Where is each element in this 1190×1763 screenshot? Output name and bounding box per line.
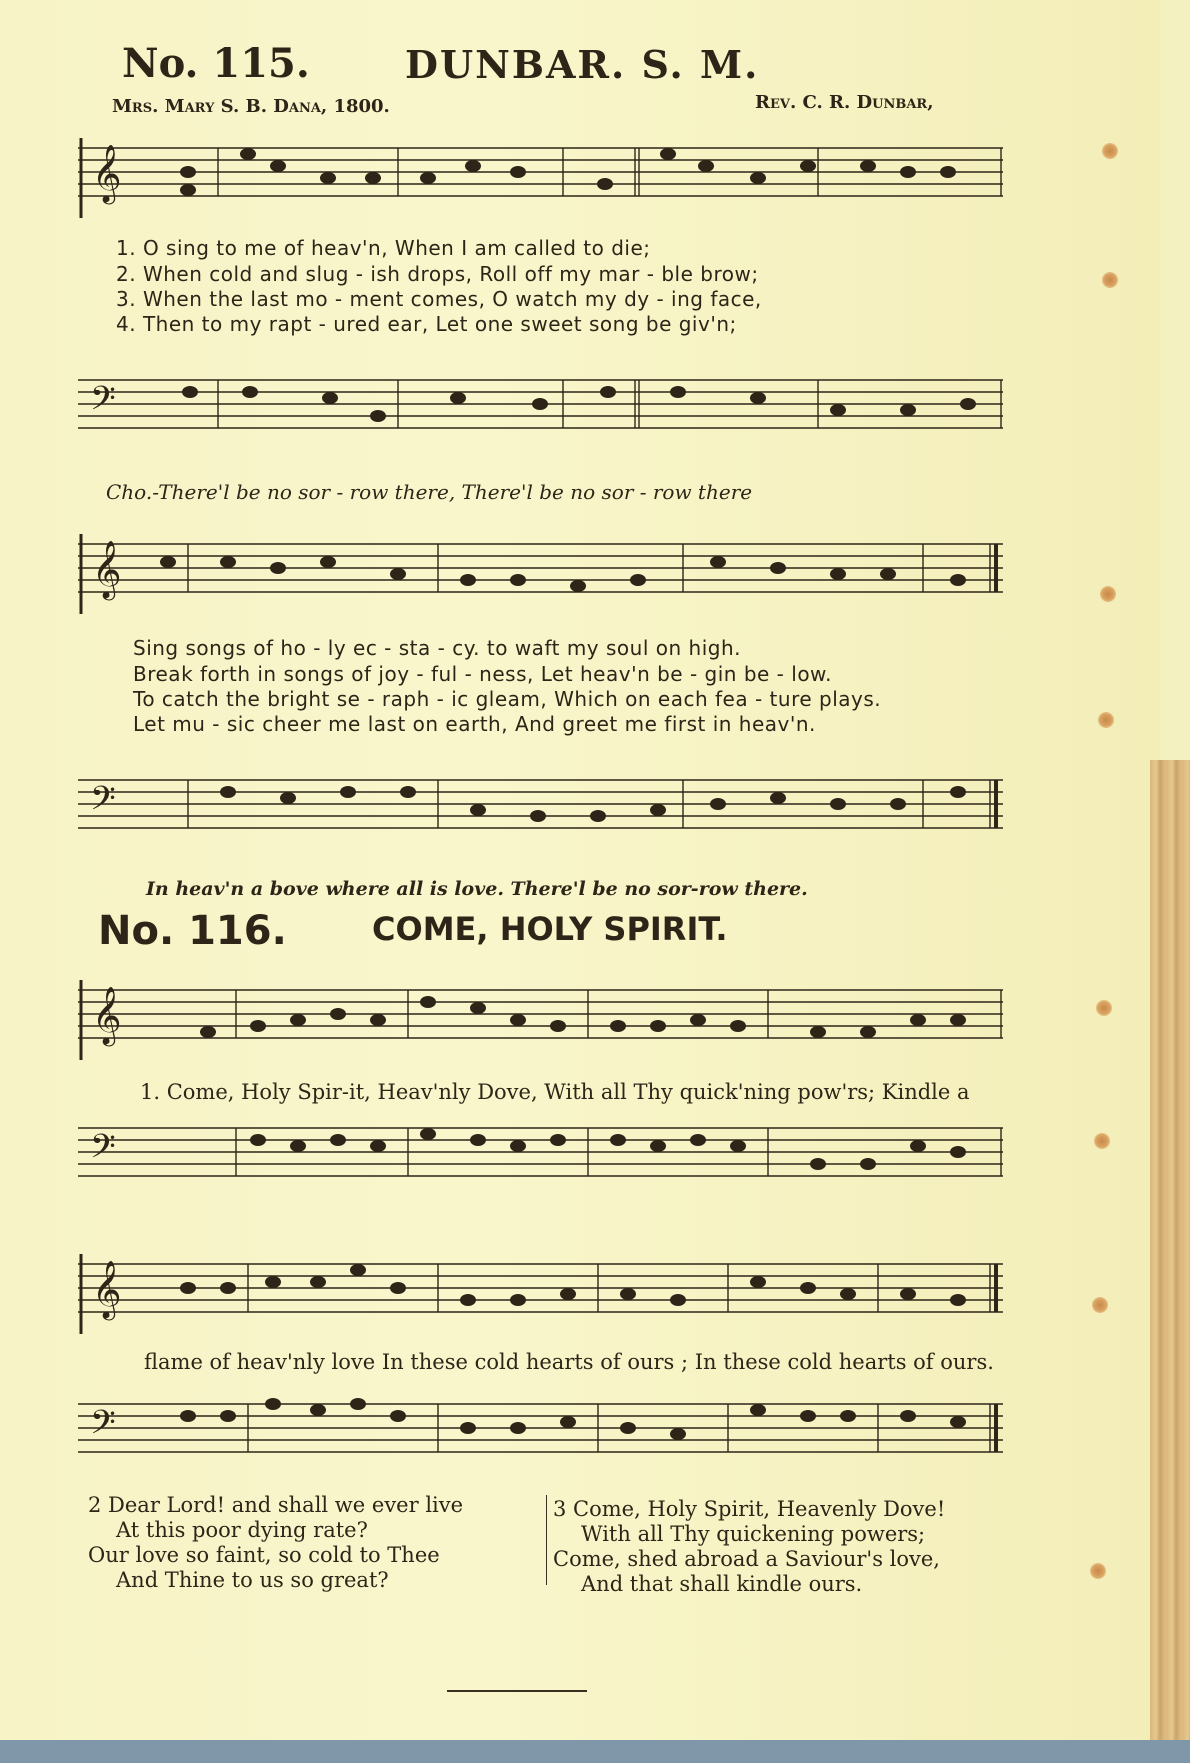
hymn-115-title: DUNBAR. S. M.	[405, 42, 760, 87]
svg-text:𝄢: 𝄢	[90, 780, 116, 826]
svg-text:𝄢: 𝄢	[90, 1128, 116, 1174]
hymn-115-composer: Rev. C. R. Dunbar,	[755, 92, 934, 113]
hymn-115-verse-1: 1. O sing to me of heav'n, When I am called to die;	[116, 236, 651, 260]
wood-background	[1150, 760, 1190, 1763]
stanza-2-line-3: Our love so faint, so cold to Thee	[88, 1543, 440, 1567]
svg-text:𝄞: 𝄞	[92, 540, 122, 598]
binder-hole	[1100, 586, 1116, 602]
stanza-divider	[546, 1495, 547, 1585]
stanza-3-line-3: Come, shed abroad a Saviour's love,	[553, 1547, 940, 1571]
music-staff-bass-3	[78, 1118, 1008, 1198]
hymn-116-lyric-line-1: 1. Come, Holy Spir-it, Heav'nly Dove, With all Thy quick'ning pow'rs; Kindle a	[140, 1080, 970, 1104]
binder-hole	[1102, 272, 1118, 288]
music-staff-treble-1	[78, 138, 1008, 218]
hymn-115-number: No. 115.	[122, 40, 310, 87]
hymn-115-verse-3: 3. When the last mo - ment comes, O watch my dy - ing face,	[116, 287, 762, 311]
stanza-3-line-2: With all Thy quickening powers;	[581, 1522, 926, 1546]
hymn-115-chorus: Cho.-There'l be no sor - row there, There'l be no sor - row there	[106, 480, 753, 504]
stanza-2-line-4: And Thine to us so great?	[116, 1568, 389, 1592]
stanza-2-line-1: 2 Dear Lord! and shall we ever live	[88, 1493, 464, 1517]
hymn-115-verse-2-line-2: Break forth in songs of joy - ful - ness, Let heav'n be - gin be - low.	[133, 662, 832, 686]
hymn-115-verse-2: 2. When cold and slug - ish drops, Roll off my mar - ble brow;	[116, 262, 759, 286]
binder-hole	[1096, 1000, 1112, 1016]
stanza-3-line-4: And that shall kindle ours.	[581, 1572, 863, 1596]
hymn-115-verse-1-line-2: Sing songs of ho - ly ec - sta - cy. to waft my soul on high.	[133, 636, 741, 660]
binder-hole	[1102, 143, 1118, 159]
hymn-115-verse-3-line-2: To catch the bright se - raph - ic gleam, Which on each fea - ture plays.	[133, 687, 882, 711]
music-staff-bass-4	[78, 1394, 1008, 1474]
hymn-115-chorus-end: In heav'n a bove where all is love. There'l be no sor-row there.	[146, 878, 808, 900]
end-rule	[447, 1690, 587, 1692]
binder-hole	[1090, 1563, 1106, 1579]
stanza-2-line-2: At this poor dying rate?	[116, 1518, 368, 1542]
svg-text:𝄞: 𝄞	[92, 1260, 122, 1318]
hymn-115-verse-4: 4. Then to my rapt - ured ear, Let one sweet song be giv'n;	[116, 312, 737, 336]
hymn-115-author: Mrs. Mary S. B. Dana, 1800.	[112, 96, 390, 117]
binder-hole	[1098, 712, 1114, 728]
binder-hole	[1092, 1297, 1108, 1313]
svg-text:𝄞: 𝄞	[92, 986, 122, 1044]
hymn-116-lyric-line-2: flame of heav'nly love In these cold hearts of ours ; In these cold hearts of ours.	[144, 1350, 994, 1374]
hymn-116-number: No. 116.	[98, 908, 287, 954]
hymn-115-verse-4-line-2: Let mu - sic cheer me last on earth, And greet me first in heav'n.	[133, 712, 816, 736]
stanza-3-line-1: 3 Come, Holy Spirit, Heavenly Dove!	[553, 1497, 946, 1521]
music-staff-bass-1	[78, 370, 1008, 450]
music-staff-treble-2	[78, 534, 1008, 614]
music-staff-treble-3	[78, 980, 1008, 1060]
svg-text:𝄞: 𝄞	[92, 144, 122, 202]
hymn-116-title: COME, HOLY SPIRIT.	[372, 910, 728, 948]
svg-text:𝄢: 𝄢	[90, 380, 116, 426]
music-staff-treble-4	[78, 1254, 1008, 1334]
hymn-116-stanza-2	[88, 1493, 463, 1593]
blue-tape	[0, 1740, 1190, 1763]
binder-hole	[1094, 1133, 1110, 1149]
svg-text:𝄢: 𝄢	[90, 1404, 116, 1450]
music-staff-bass-2	[78, 770, 1008, 850]
hymn-116-stanza-3	[553, 1497, 945, 1597]
